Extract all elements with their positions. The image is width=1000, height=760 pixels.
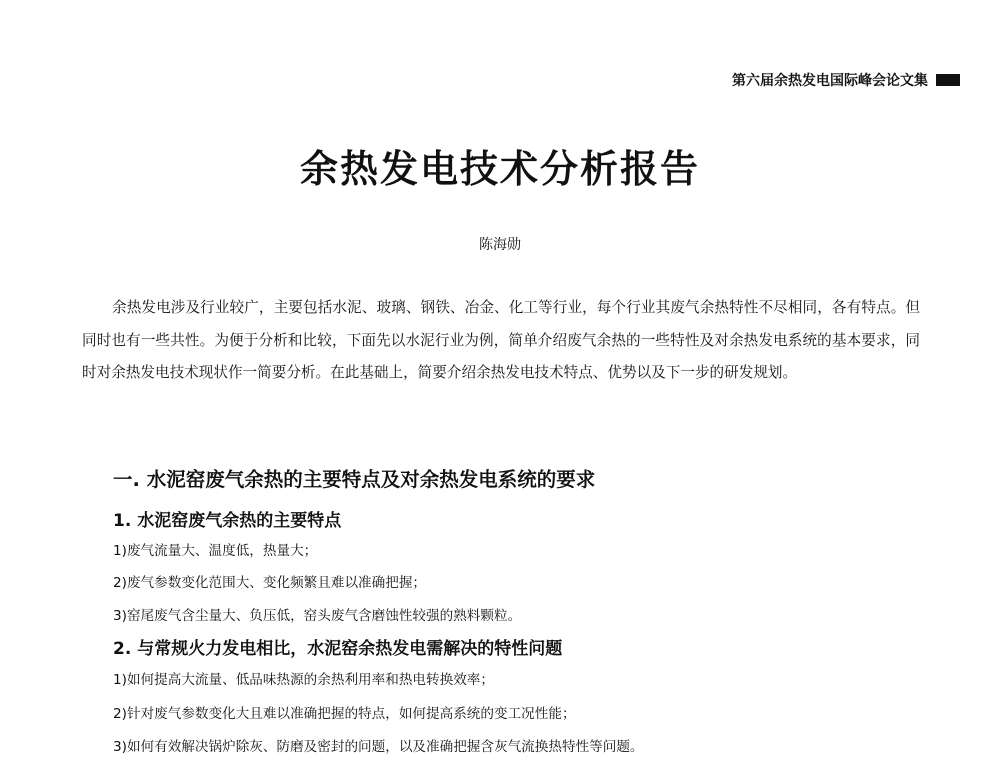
section-heading: 一. 水泥窑废气余热的主要特点及对余热发电系统的要求 (113, 468, 596, 491)
intro-paragraph: 余热发电涉及行业较广，主要包括水泥、玻璃、钢铁、冶金、化工等行业，每个行业其废气余热特性不尽相同，各有特点。但同时也有一些共性。为便于分析和比较，下面先以水泥行业为例，简单介绍废气余热的一些特性及对余热发电系统的基本要求，同时对余热发电技术现状作一简要分析。在此基础上，简要介绍余热发电技术特点、优势以及下一步的研发规划。 (82, 299, 920, 381)
list-item: 3)如何有效解决锅炉除灰、防磨及密封的问题，以及准确把握含灰气流换热特性等问题。 (113, 739, 644, 755)
list-item: 2)废气参数变化范围大、变化频繁且难以准确把握； (113, 575, 427, 591)
journal-name: 第六届余热发电国际峰会论文集 (732, 73, 928, 89)
running-header (732, 70, 960, 90)
page-title: 余热发电技术分析报告 (299, 147, 700, 191)
list-item: 1)如何提高大流量、低品味热源的余热利用率和热电转换效率； (113, 672, 494, 688)
list-item: 3)窑尾废气含尘量大、负压低，窑头废气含磨蚀性较强的熟料颗粒。 (113, 608, 522, 624)
list-item: 2)针对废气参数变化大且难以准确把握的特点，如何提高系统的变工况性能； (113, 706, 576, 722)
header-block-mark (936, 74, 960, 86)
subsection-heading-2: 2. 与常规火力发电相比，水泥窑余热发电需解决的特性问题 (113, 639, 563, 659)
list-item: 1)废气流量大、温度低，热量大； (113, 543, 318, 559)
author: 陈海勋 (479, 237, 521, 253)
subsection-heading-1: 1. 水泥窑废气余热的主要特点 (113, 511, 342, 531)
